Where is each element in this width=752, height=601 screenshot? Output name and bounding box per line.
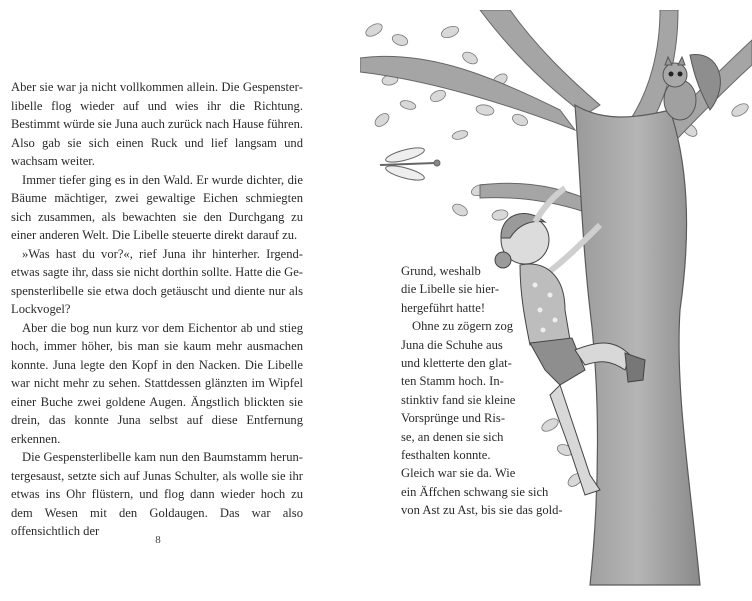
paragraph-2: Immer tiefer ging es in den Wald. Er wurde dichter, die Bäume mächtiger, zwei gewaltige Eichen schmiegten sich zusammen, als bewachten sie den Durchgang zu einer anderen Welt. Die Libelle steuerte direkt darauf zu.: [11, 172, 303, 242]
text-line: hergeführt hatte!: [401, 300, 486, 315]
paragraph-3: »Was hast du vor?«, rief Juna ihr hinterher. Irgendetwas sagte ihr, dass sie nicht dorthin sollte. Hatte die Gespensterlibelle sie etwa doch getäuscht und diente nur als Lockvogel?: [11, 246, 303, 316]
left-page-text: [11, 78, 303, 541]
right-page-text: [401, 262, 565, 520]
dragonfly-illustration: [380, 145, 440, 183]
squirrel-illustration: [663, 55, 720, 120]
text-line: Ohne zu zögern zog: [412, 319, 514, 334]
text-line: ten Stamm hoch. In-: [401, 374, 504, 389]
text-line: die Libelle sie hier-: [401, 282, 500, 297]
page-number: 8: [155, 534, 161, 546]
paragraph-4: Aber die bog nun kurz vor dem Eichentor ab und stieg hoch, immer höher, bis man sie kaum mehr ausmachen konnte. Juna legte den Kopf in den Nacken. Die Libelle war nicht mehr zu sehen. Stattdessen glänzten im Wipfel einer Buche zwei goldene Augen. Ängstlich blickten sie drein, das konnte Juna selbst auf diese Entfernung erkennen.: [11, 320, 303, 446]
paragraph-5: Die Gespensterlibelle kam nun den Baumstamm heruntergesaust, setzte sich auf Junas Schulter, als wolle sie ihr etwas ins Ohr flüstern, und flog dann wieder hoch zu dem Wesen mit den Goldaugen. Das war also offensichtlich der: [11, 450, 303, 538]
text-line: festhalten konnte.: [401, 448, 491, 463]
text-line: von Ast zu Ast, bis sie das gold-: [401, 503, 563, 518]
text-line: se, an denen sie sich: [401, 429, 504, 444]
text-line: Vorsprünge und Ris-: [401, 411, 506, 426]
text-line: stinktiv fand sie kleine: [401, 392, 516, 407]
text-line: ein Äffchen schwang sie sich: [401, 484, 549, 499]
text-line: Grund, weshalb: [401, 264, 481, 278]
text-line: und kletterte den glat-: [401, 356, 512, 371]
text-line: Juna die Schuhe aus: [401, 337, 503, 352]
branches: [360, 10, 752, 220]
paragraph-1: Aber sie war ja nicht vollkommen allein. Die Gespensterlibelle flog wieder auf und wies ihr die Richtung. Bestimmt würde sie Juna auch zurück nach Hause führen. Also gab sie sich einen Ruck und lief langsam und wachsam weiter.: [11, 80, 304, 168]
text-line: Gleich war sie da. Wie: [401, 466, 516, 481]
